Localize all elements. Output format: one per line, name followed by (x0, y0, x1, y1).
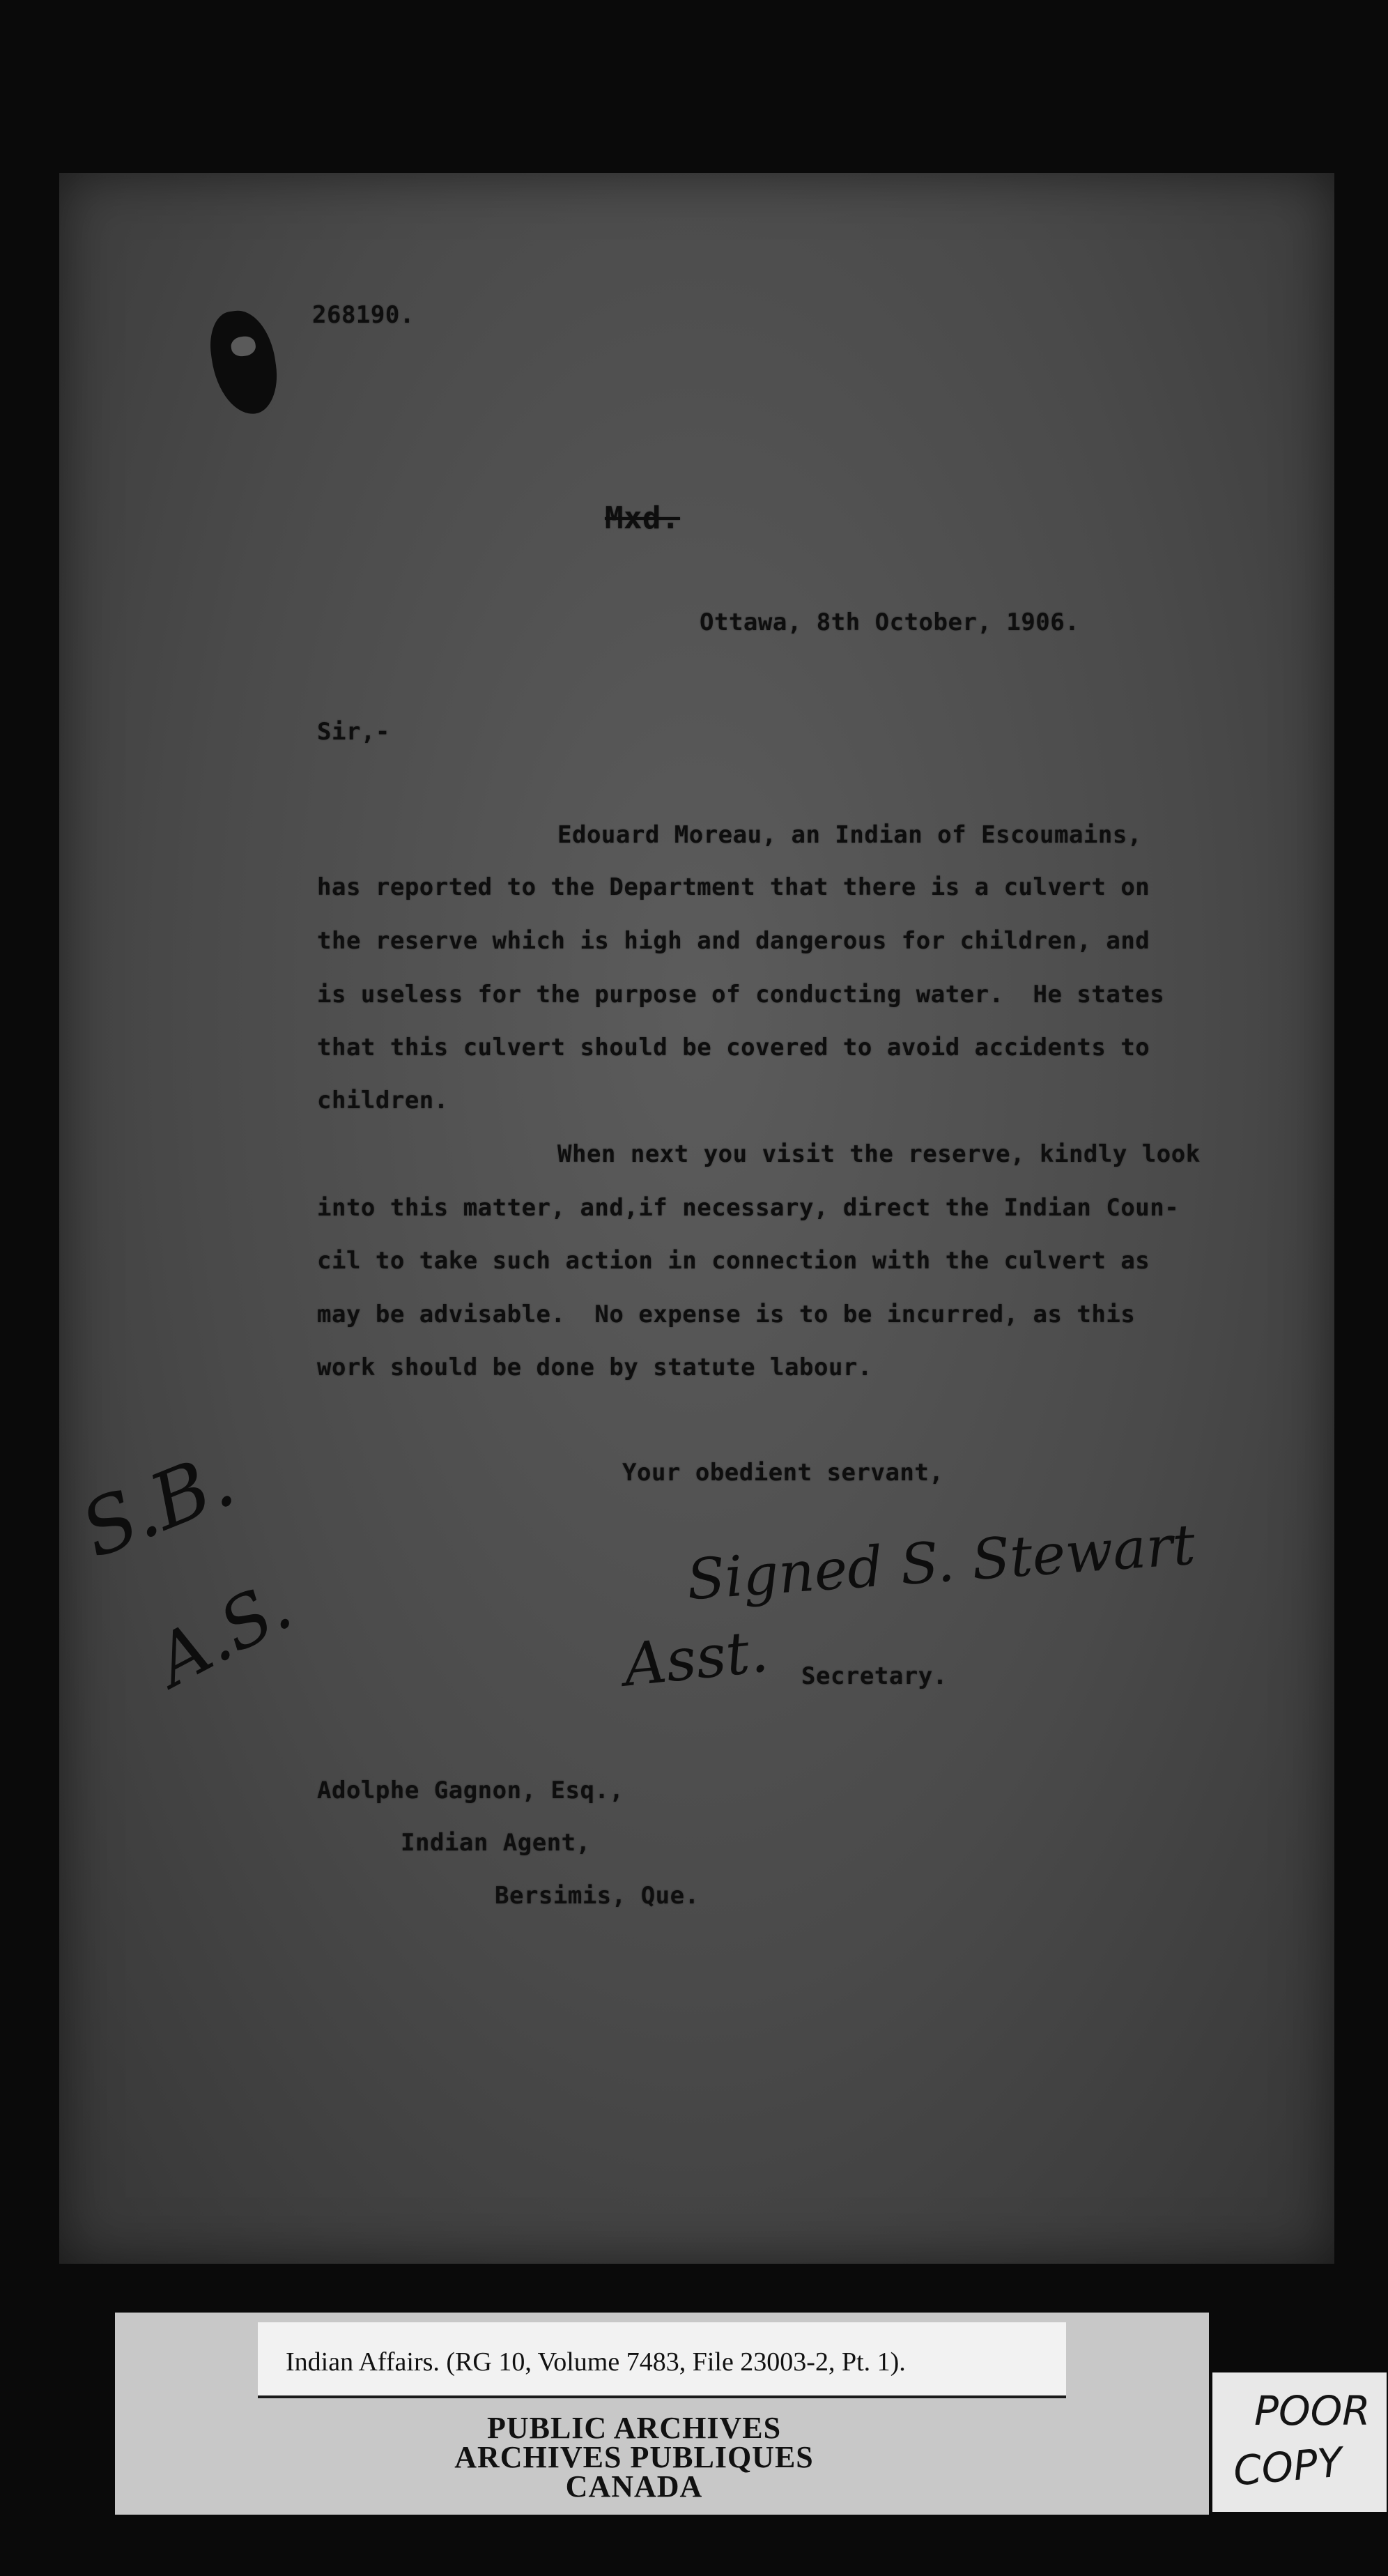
body-line: work should be done by statute labour. (317, 1354, 872, 1381)
salutation: Sir,- (317, 718, 390, 746)
body-line: is useless for the purpose of conducting water. He states (317, 981, 1165, 1009)
body-line: the reserve which is high and dangerous for children, and (317, 927, 1150, 955)
margin-initials-as: A.S. (142, 1564, 304, 1703)
stamp-line-country: CANADA (565, 2469, 703, 2504)
handwritten-signature: Signed S. Stewart (684, 1512, 1198, 1613)
body-line: Edouard Moreau, an Indian of Escoumains, (557, 821, 1142, 849)
margin-initials-sb: S.B. (69, 1434, 247, 1575)
letter-heading: Mxd. (605, 500, 680, 536)
body-line: When next you visit the reserve, kindly look (557, 1140, 1201, 1168)
handwritten-asst: Asst. (620, 1616, 771, 1700)
addressee-title: Indian Agent, (401, 1829, 591, 1857)
addressee-place: Bersimis, Que. (495, 1882, 700, 1910)
stamp-line-en: PUBLIC ARCHIVES (486, 2411, 782, 2445)
signatory-title: Secretary. (801, 1662, 948, 1690)
archive-reference: Indian Affairs. (RG 10, Volume 7483, File 23003-2, Pt. 1). (286, 2347, 906, 2377)
body-line: into this matter, and,if necessary, direct the Indian Coun- (317, 1194, 1180, 1222)
body-line: may be advisable. No expense is to be incurred, as this (317, 1301, 1136, 1328)
file-number: 268190. (312, 301, 415, 329)
body-line: children. (317, 1087, 449, 1114)
closing: Your obedient servant, (622, 1459, 944, 1487)
body-line: has reported to the Department that there is a culvert on (317, 873, 1150, 901)
addressee-name: Adolphe Gagnon, Esq., (317, 1777, 624, 1804)
poor-note-line1: POOR (1254, 2387, 1371, 2435)
poor-note-line2: COPY (1231, 2438, 1345, 2495)
body-line: that this culvert should be covered to avoid accidents to (317, 1034, 1150, 1061)
date-line: Ottawa, 8th October, 1906. (700, 608, 1080, 636)
body-line: cil to take such action in connection with the culvert as (317, 1247, 1150, 1275)
stamp-line-fr: ARCHIVES PUBLIQUES (454, 2440, 814, 2474)
